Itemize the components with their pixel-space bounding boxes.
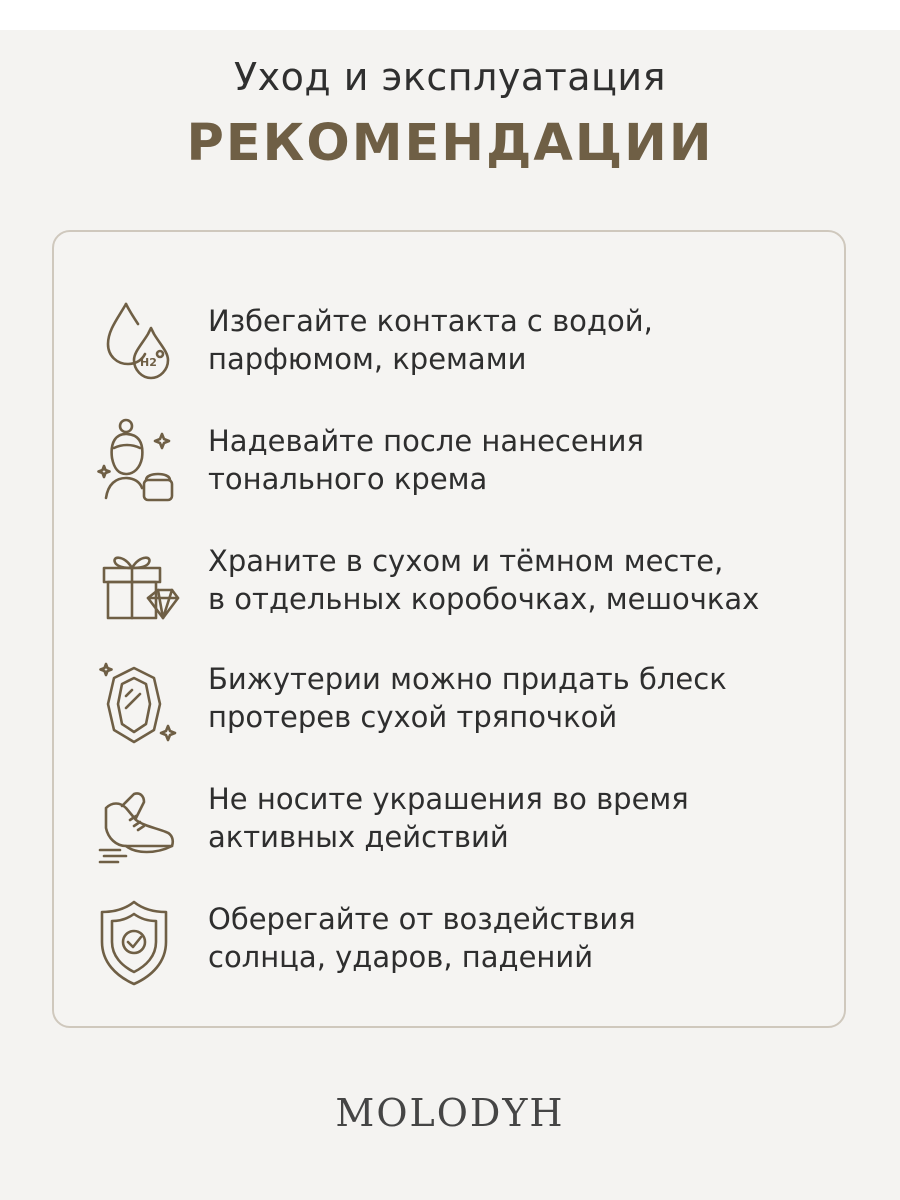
recommendation-line-2: тонального крема: [208, 462, 488, 496]
recommendation-line-1: Бижутерии можно придать блеск: [208, 662, 727, 696]
recommendation-text: [208, 660, 727, 736]
recommendation-item-activity: [54, 772, 844, 872]
page-subtitle: Уход и эксплуатация: [234, 55, 666, 99]
shield-check-icon: [96, 892, 180, 992]
recommendation-line-1: Надевайте после нанесения: [208, 424, 644, 458]
recommendation-text: [208, 302, 653, 378]
page: [0, 30, 900, 1200]
woman-face-cream-icon: [96, 414, 180, 514]
recommendation-text: [208, 422, 644, 498]
gift-box-diamond-icon: [96, 534, 180, 634]
svg-text:H2: H2: [140, 356, 157, 369]
recommendations-card: [52, 230, 846, 1028]
recommendation-item-foundation: [54, 414, 844, 514]
gemstone-sparkle-icon: [96, 652, 180, 752]
recommendation-text: [208, 900, 636, 976]
water-drop-h2o-icon: [96, 294, 180, 394]
page-title: РЕКОМЕНДАЦИИ: [186, 114, 714, 173]
recommendation-line-2: парфюмом, кремами: [208, 342, 527, 376]
recommendation-line-1: Храните в сухом и тёмном месте,: [208, 544, 724, 578]
recommendation-text: [208, 542, 759, 618]
running-shoe-icon: [96, 772, 180, 872]
recommendation-item-storage: [54, 534, 844, 634]
recommendation-text: [208, 780, 689, 856]
recommendation-item-protect: [54, 892, 844, 992]
recommendation-item-shine: [54, 652, 844, 752]
recommendation-line-2: солнца, ударов, падений: [208, 940, 594, 974]
recommendation-line-2: активных действий: [208, 820, 509, 854]
recommendation-item-water: [54, 294, 844, 394]
recommendation-line-1: Не носите украшения во время: [208, 782, 689, 816]
brand-logo: MOLODYH: [335, 1091, 565, 1135]
recommendation-line-2: протерев сухой тряпочкой: [208, 700, 618, 734]
recommendation-line-2: в отдельных коробочках, мешочках: [208, 582, 760, 616]
recommendation-line-1: Оберегайте от воздействия: [208, 902, 636, 936]
recommendation-line-1: Избегайте контакта с водой,: [208, 304, 653, 338]
